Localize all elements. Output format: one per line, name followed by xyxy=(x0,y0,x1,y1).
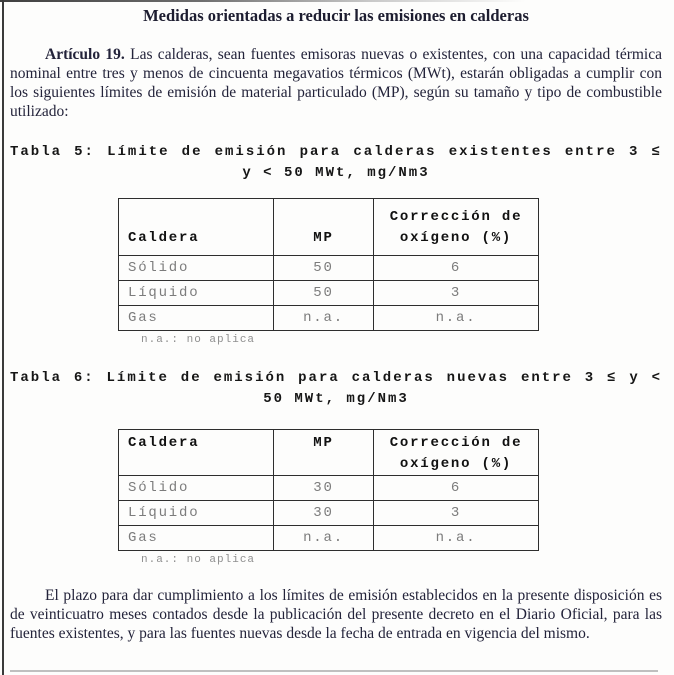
table5-header-caldera: Caldera xyxy=(119,199,274,256)
table6-cell-liquido-o2: 3 xyxy=(374,501,539,526)
table5-cell-gas-mp: n.a. xyxy=(274,306,374,331)
table-row xyxy=(119,526,539,551)
table5-caption xyxy=(10,142,662,184)
table5-cell-gas: Gas xyxy=(119,306,274,331)
table-row xyxy=(119,256,539,281)
table6-footnote: n.a.: no aplica xyxy=(141,554,256,566)
table6-header-correccion-line1: Corrección de xyxy=(389,435,523,451)
table-header-row xyxy=(119,430,539,476)
table6-header-correccion-line2: oxígeno (%) xyxy=(399,456,513,472)
article-label: Artículo 19. xyxy=(45,46,125,63)
table6-header-mp: MP xyxy=(274,430,374,476)
table6-header-caldera: Caldera xyxy=(119,430,274,476)
table-row xyxy=(119,281,539,306)
section-title: Medidas orientadas a reducir las emisiones en calderas xyxy=(143,6,529,25)
table6-caption xyxy=(10,368,662,410)
table6-cell-solido-mp: 30 xyxy=(274,476,374,501)
closing-paragraph: El plazo para dar cumplimiento a los límites de emisión establecidos en la presente disposición es de veinticuatro meses contados desde la publicación del presente decreto en el Diario Oficial, para las fuentes existentes, y para las fuentes nuevas desde la fecha de entrada en vigencia del mismo. xyxy=(10,587,662,642)
article-text: Las calderas, sean fuentes emisoras nuevas o existentes, con una capacidad térmica nominal entre tres y menos de cincuenta megavatios térmicos (MWt), estarán obligadas a cumplir con los siguientes límites de emisión de material particulado (MP), según su tamaño y tipo de combustible utilizado: xyxy=(10,46,662,120)
table5-caption-line1: Tabla 5: Límite de emisión para calderas existentes entre 3 ≤ xyxy=(10,144,662,160)
table6-cell-solido-o2: 6 xyxy=(374,476,539,501)
table5-caption-line2: y < 50 MWt, mg/Nm3 xyxy=(242,165,430,181)
table5-cell-solido-o2: 6 xyxy=(374,256,539,281)
table5-cell-solido-mp: 50 xyxy=(274,256,374,281)
table5-emission-limits-existing xyxy=(118,198,539,331)
table6-cell-liquido-mp: 30 xyxy=(274,501,374,526)
article-paragraph xyxy=(10,45,662,121)
table5-cell-solido: Sólido xyxy=(119,256,274,281)
table-row xyxy=(119,501,539,526)
table5-footnote: n.a.: no aplica xyxy=(141,334,256,346)
table-row xyxy=(119,306,539,331)
table-row xyxy=(119,476,539,501)
table6-caption-line2: 50 MWt, mg/Nm3 xyxy=(263,391,409,407)
table5-header-correccion-line1: Corrección de xyxy=(389,209,523,225)
table5-header-mp: MP xyxy=(274,199,374,256)
table6-cell-gas-o2: n.a. xyxy=(374,526,539,551)
table6-cell-solido: Sólido xyxy=(119,476,274,501)
table5-cell-liquido-mp: 50 xyxy=(274,281,374,306)
table5-cell-gas-o2: n.a. xyxy=(374,306,539,331)
table6-cell-gas: Gas xyxy=(119,526,274,551)
table-header-row xyxy=(119,199,539,256)
table5-cell-liquido-o2: 3 xyxy=(374,281,539,306)
table6-cell-liquido: Líquido xyxy=(119,501,274,526)
table6-header-correccion xyxy=(374,430,539,476)
table6-cell-gas-mp: n.a. xyxy=(274,526,374,551)
table6-emission-limits-new xyxy=(118,429,539,551)
table5-header-correccion xyxy=(374,199,539,256)
table6-caption-line1: Tabla 6: Límite de emisión para calderas nuevas entre 3 ≤ y < xyxy=(10,370,662,386)
table5-cell-liquido: Líquido xyxy=(119,281,274,306)
table5-header-correccion-line2: oxígeno (%) xyxy=(399,230,513,246)
scan-edge-bottom xyxy=(10,670,658,672)
